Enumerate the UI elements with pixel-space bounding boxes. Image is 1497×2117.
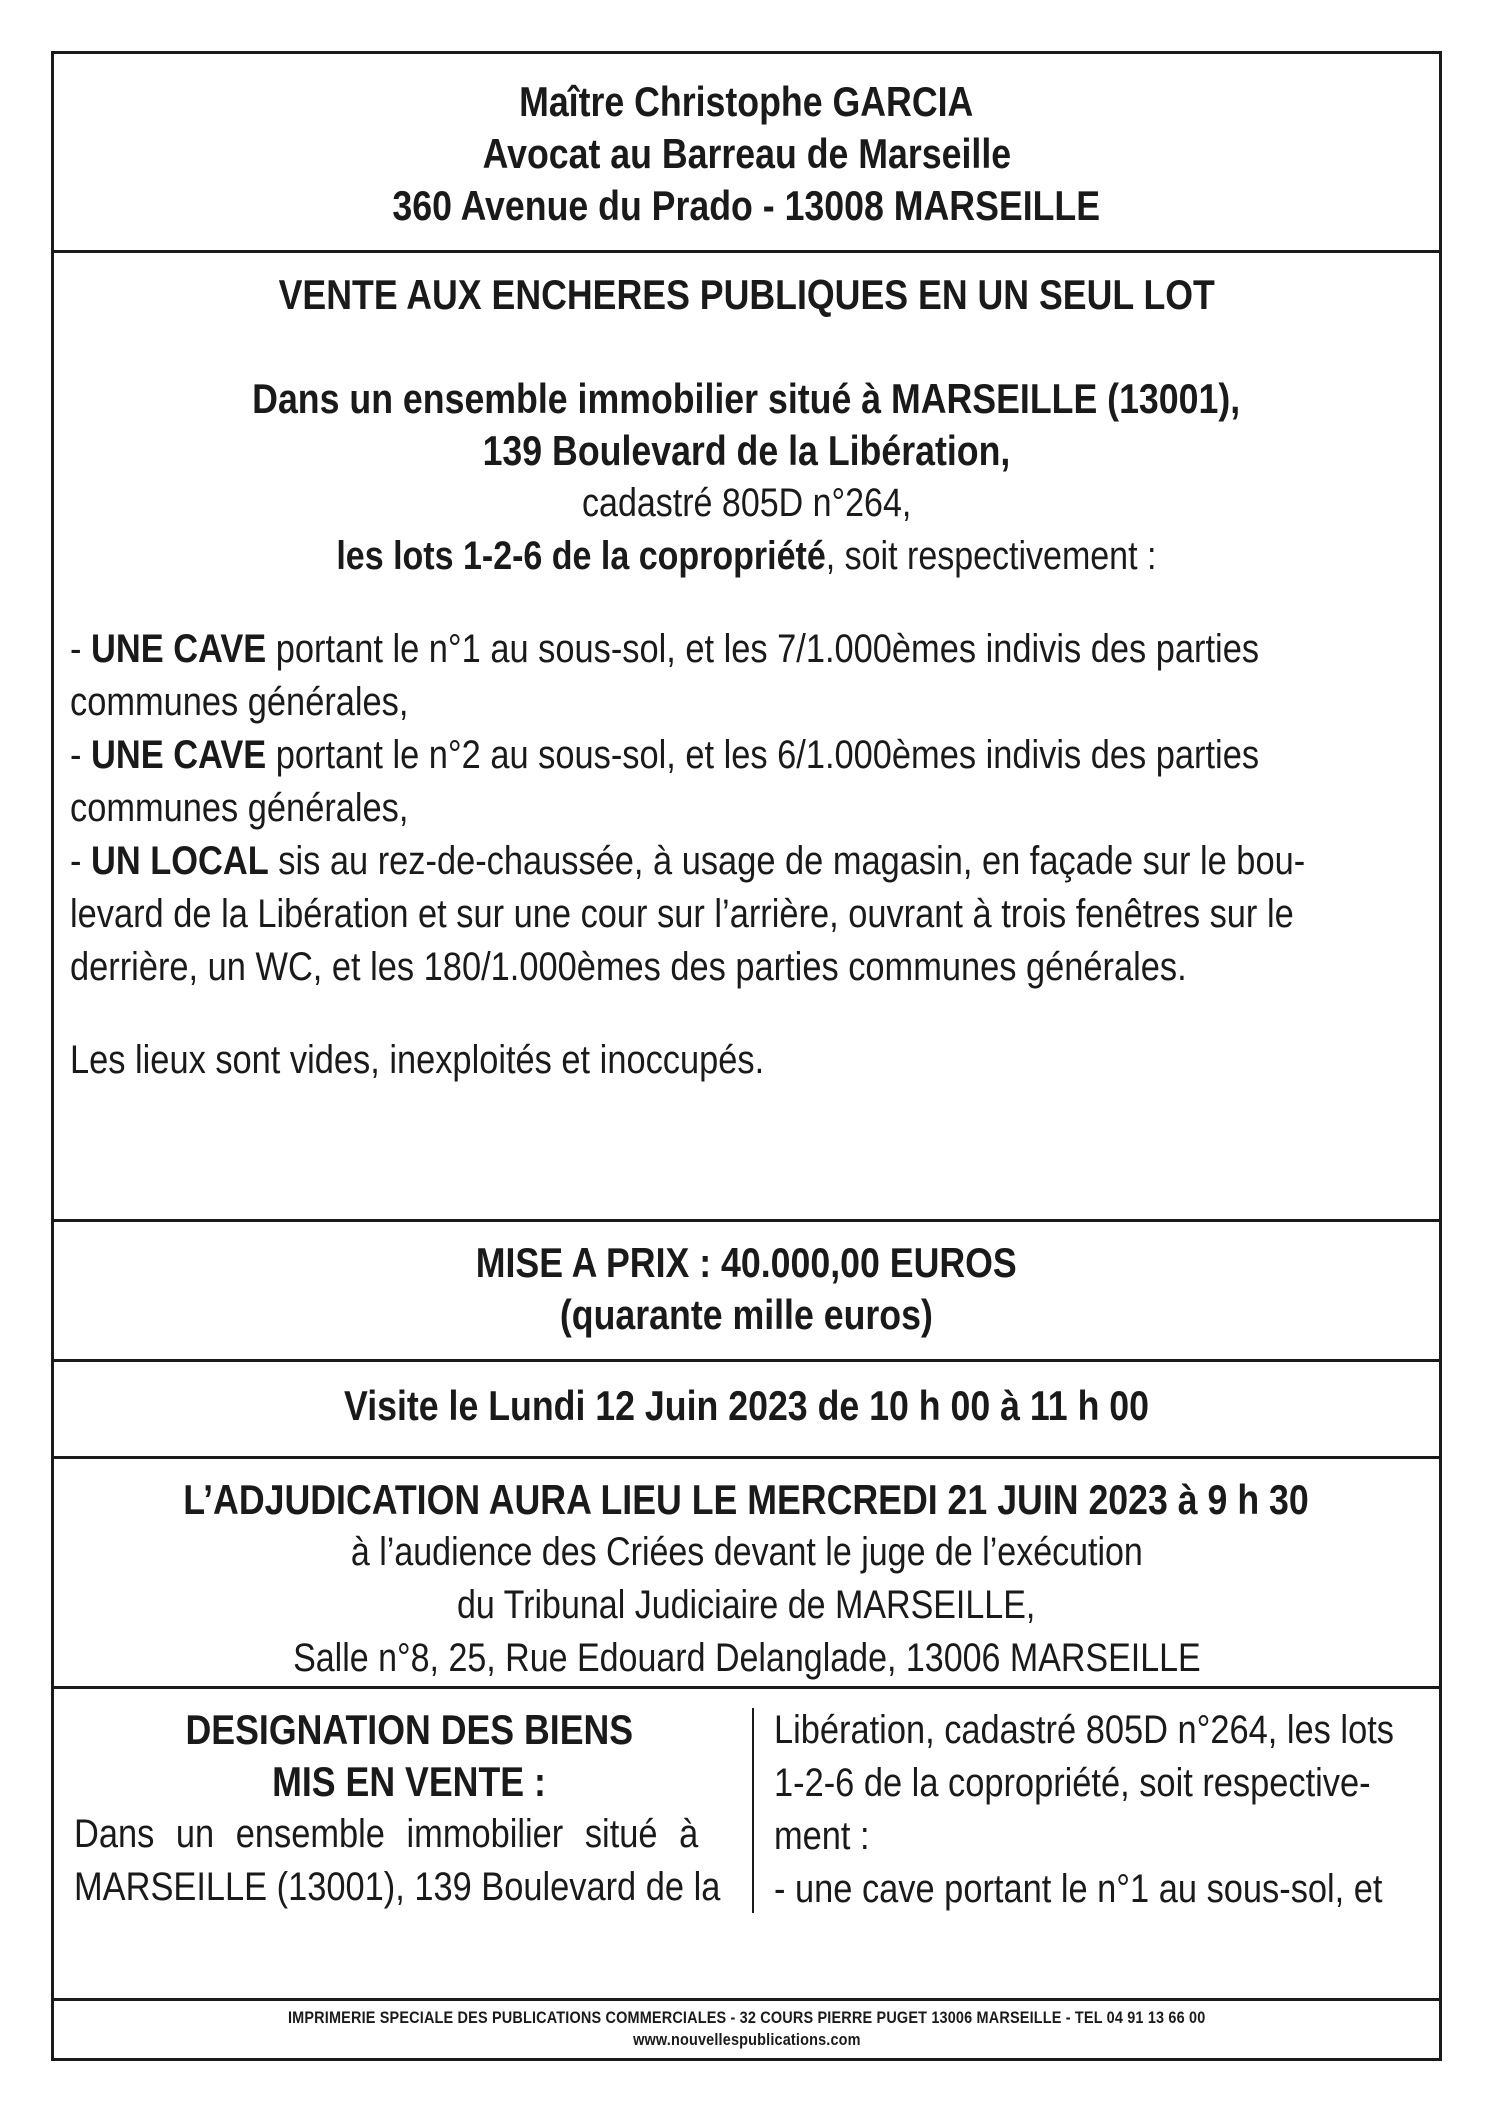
- sale-title: VENTE AUX ENCHERES PUBLIQUES EN UN SEUL LOT: [278, 271, 1215, 318]
- lawyer-address: 360 Avenue du Prado - 13008 MARSEILLE: [392, 182, 1101, 229]
- legal-notice-frame: [51, 51, 1442, 2061]
- premises-status: Les lieux sont vides, inexploités et inoccupés.: [70, 1038, 765, 1082]
- printer-info: IMPRIMERIE SPECIALE DES PUBLICATIONS COMMERCIALES - 32 COURS PIERRE PUGET 13006 MARSEILLE - TEL 04 91 13 66 00: [287, 2008, 1206, 2027]
- printer-footer: [54, 2007, 1439, 2051]
- lot-item-3-cont2: derrière, un WC, et les 180/1.000èmes des parties communes générales.: [70, 945, 1187, 989]
- designation-title-2: MIS EN VENTE :: [272, 1758, 546, 1805]
- lot-item-2: - UNE CAVE portant le n°2 au sous-sol, et les 6/1.000èmes indivis des parties: [70, 733, 1260, 777]
- designation-right-line1: Libération, cadastré 805D n°264, les lots: [774, 1708, 1394, 1752]
- sale-lots: [336, 530, 1156, 583]
- designation-right-column: [774, 1704, 1424, 1916]
- designation-right-line2: 1-2-6 de la copropriété, soit respective-: [774, 1761, 1371, 1805]
- adjudication-section: [54, 1474, 1439, 1685]
- sale-cadastre: cadastré 805D n°264,: [581, 481, 912, 525]
- price-section: [54, 1237, 1439, 1341]
- divider: [54, 1686, 1439, 1689]
- divider: [54, 250, 1439, 253]
- designation-left-line1: Dans un ensemble immobilier situé à: [74, 1812, 699, 1856]
- visit-section: [54, 1380, 1439, 1432]
- column-divider: [752, 1708, 754, 1913]
- printer-website[interactable]: www.nouvellespublications.com: [632, 2030, 861, 2049]
- sale-lots-rest: , soit respectivement :: [825, 534, 1157, 578]
- lawyer-name: Maître Christophe GARCIA: [519, 78, 974, 125]
- designation-right-line4: - une cave portant le n°1 au sous-sol, et: [774, 1867, 1383, 1911]
- adjudication-date: L’ADJUDICATION AURA LIEU LE MERCREDI 21 JUIN 2023 à 9 h 30: [183, 1476, 1310, 1523]
- starting-price-words: (quarante mille euros): [560, 1291, 933, 1338]
- sale-location-line1: Dans un ensemble immobilier situé à MARSEILLE (13001),: [252, 375, 1241, 422]
- adjudication-address: Salle n°8, 25, Rue Edouard Delanglade, 13006 MARSEILLE: [292, 1636, 1201, 1680]
- designation-right-line3: ment :: [774, 1814, 870, 1858]
- sale-section: [54, 269, 1439, 1087]
- lot-item-3: - UN LOCAL sis au rez-de-chaussée, à usage de magasin, en façade sur le bou-: [70, 839, 1306, 883]
- designation-title-1: DESIGNATION DES BIENS: [185, 1706, 633, 1753]
- lot-item-1-cont: communes générales,: [70, 680, 409, 724]
- lawyer-bar: Avocat au Barreau de Marseille: [482, 130, 1011, 177]
- designation-left-line2: MARSEILLE (13001), 139 Boulevard de la: [74, 1865, 721, 1909]
- divider: [54, 1998, 1439, 2001]
- adjudication-court-2: du Tribunal Judiciaire de MARSEILLE,: [457, 1583, 1036, 1627]
- divider: [54, 1456, 1439, 1459]
- divider: [54, 1359, 1439, 1362]
- lot-item-3-cont: levard de la Libération et sur une cour sur l’arrière, ouvrant à trois fenêtres sur le: [70, 892, 1294, 936]
- designation-left-column: [74, 1704, 744, 1914]
- lawyer-header: [54, 76, 1439, 232]
- lots-list: [54, 623, 1439, 1087]
- lot-item-2-cont: communes générales,: [70, 786, 409, 830]
- lot-item-1: - UNE CAVE portant le n°1 au sous-sol, et les 7/1.000èmes indivis des parties: [70, 627, 1260, 671]
- sale-location-line2: 139 Boulevard de la Libération,: [482, 427, 1011, 474]
- starting-price: MISE A PRIX : 40.000,00 EUROS: [476, 1239, 1017, 1286]
- sale-lots-bold: les lots 1-2-6 de la copropriété: [336, 534, 826, 578]
- visit-date: Visite le Lundi 12 Juin 2023 de 10 h 00 à 11 h 00: [344, 1382, 1149, 1429]
- divider: [54, 1219, 1439, 1222]
- designation-section: [54, 1704, 1439, 2024]
- adjudication-court-1: à l’audience des Criées devant le juge de l’exécution: [350, 1530, 1143, 1574]
